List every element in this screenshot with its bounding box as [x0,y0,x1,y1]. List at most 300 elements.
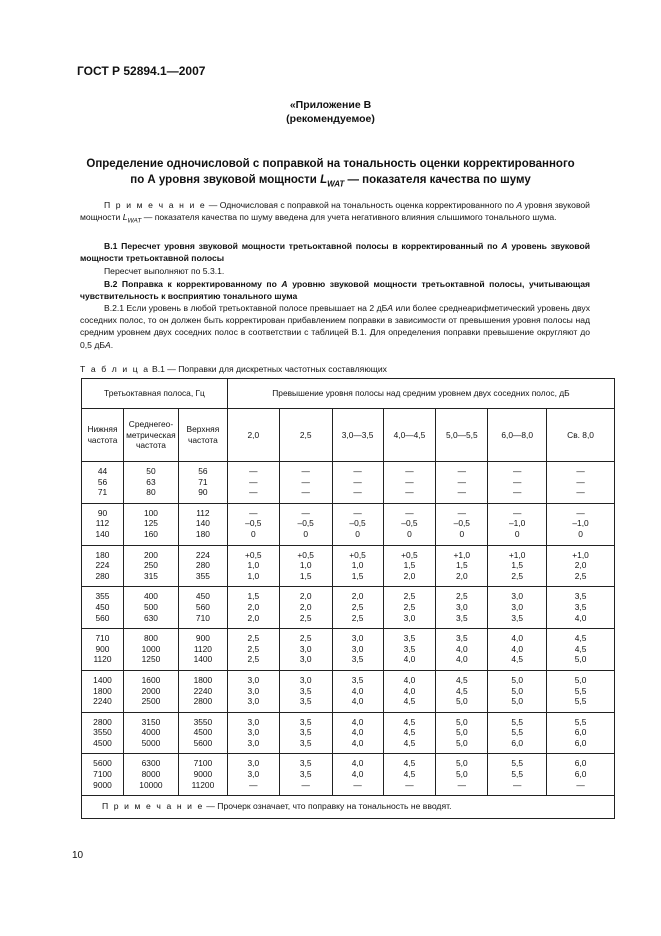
table-cell [436,545,488,587]
table-cell [436,587,488,629]
cell-value: 4,5 [574,633,587,644]
table-cell [178,503,227,545]
cell-value: 2,5 [511,570,523,581]
cell-value: 1120 [193,643,212,654]
table-cell [279,754,332,796]
cell-value: 3,0 [511,591,523,602]
excess-col-header: 6,0—8,0 [488,409,547,462]
cell-value: 6,0 [574,737,587,748]
cell-value: 0 [303,528,309,539]
cell-value: 0 [355,528,360,539]
cell-value: 3,0 [247,685,260,696]
cell-value: 3,0 [247,769,260,780]
cell-value: 4,5 [455,685,468,696]
cell-value: 5,0 [511,696,523,707]
table-row-group [82,629,615,671]
cell-value: 1400 [193,654,213,665]
cell-value: — [576,476,585,487]
cell-value: 3,5 [299,727,312,738]
col-low-header: Нижняя частота [82,409,124,462]
cell-value: 4,0 [351,727,364,738]
table-cell [123,503,178,545]
cell-value: 1400 [93,674,112,685]
cell-value: 5,0 [574,654,587,665]
cell-value: 4,5 [403,727,416,738]
cell-value: 500 [143,601,158,612]
cell-value: 2,0 [455,570,468,581]
cell-value: 5600 [193,737,213,748]
table-cell [547,503,615,545]
table-footnote: П р и м е ч а н и е — Прочерк означает, что поправку на тональность не вводят. [82,796,615,819]
excess-col-header: Св. 8,0 [547,409,615,462]
table-cell [488,503,547,545]
cell-value: 112 [95,518,110,529]
cell-value: — [249,507,258,518]
cell-value: –0,5 [349,518,366,529]
cell-value: +0,5 [245,549,262,560]
cell-value: 280 [95,570,110,581]
cell-value: 3,0 [403,612,416,623]
cell-value: — [512,507,522,518]
cell-value: 9000 [93,779,112,790]
cell-value: — [512,466,522,476]
cell-value: 900 [195,633,210,644]
cell-value: 1,0 [247,570,260,581]
cell-value: 3,0 [247,727,260,738]
cell-value: 71 [198,476,208,487]
cell-value: –0,5 [453,518,470,529]
cell-value: 3,5 [574,601,587,612]
cell-value: 2,5 [299,633,312,644]
cell-value: 4,5 [403,758,416,769]
cell-value: 5,5 [511,727,523,738]
cell-value: — [512,476,522,487]
cell-value: — [457,476,466,487]
cell-value: 1800 [93,685,112,696]
table-cell [123,545,178,587]
cell-value: 630 [143,612,158,623]
cell-value: 2,0 [299,601,312,612]
cell-value: 2,5 [351,601,364,612]
cell-value: 140 [95,528,110,539]
table-cell [82,587,124,629]
table-cell [547,670,615,712]
cell-value: 2,5 [247,633,260,644]
table-cell [123,712,178,754]
table-cell [227,629,279,671]
cell-value: 5,5 [511,769,523,780]
cell-value: 4,0 [351,769,364,780]
cell-value: 3,5 [299,696,312,707]
table-row-group [82,754,615,796]
table-row-group [82,462,615,504]
cell-value: 5,0 [574,674,587,685]
cell-value: 2,0 [299,591,312,602]
table-cell [279,545,332,587]
cell-value: 4,0 [574,612,587,623]
table-cell [332,712,383,754]
cell-value: 1,5 [247,591,260,602]
cell-value: — [512,487,522,498]
cell-value: 3,0 [455,601,468,612]
intro-note: П р и м е ч а н и е — Одночисловая с поправкой на тональность оценка корректированного по А уровня звуковой мощности $L_{WAT}$ — показателя качества по шуму введена для учета негативного влияния слышимого тонального шума. [80,200,590,225]
cell-value: 224 [195,549,210,560]
cell-value: 4,5 [403,716,416,727]
table-cell [178,712,227,754]
table-cell [123,754,178,796]
cell-value: 4000 [141,727,161,738]
table-cell [547,712,615,754]
cell-value: 3,5 [455,633,468,644]
corrections-table [81,378,615,819]
cell-value: 250 [143,560,158,571]
table-cell [227,754,279,796]
cell-value: 6,0 [574,727,587,738]
cell-value: –0,5 [245,518,262,529]
cell-value: 160 [143,528,158,539]
cell-value: — [405,476,414,487]
cell-value: 450 [95,601,110,612]
cell-value: 3,5 [299,758,312,769]
table-cell [332,754,383,796]
table-cell [123,629,178,671]
cell-value: — [576,779,585,790]
cell-value: 1,0 [247,560,260,571]
cell-value: 1,0 [299,560,312,571]
cell-value: 11200 [191,779,215,790]
cell-value: 4,0 [455,654,468,665]
cell-value: 4,0 [403,685,416,696]
excess-col-header: 3,0—3,5 [332,409,383,462]
cell-value: 3,5 [351,654,364,665]
cell-value: 5,0 [455,727,468,738]
cell-value: 4,0 [403,674,416,685]
table-cell [436,670,488,712]
cell-value: 2800 [193,696,213,707]
cell-value: 2,0 [247,612,260,623]
cell-value: 710 [195,612,210,623]
band-group-header: Третьоктавная полоса, Гц [82,379,228,409]
cell-value: — [249,476,258,487]
cell-value: 4,0 [351,737,364,748]
cell-value: 8000 [141,769,161,780]
table-cell [178,462,227,504]
table-cell [82,462,124,504]
cell-value: 6300 [141,758,161,769]
cell-value: 1600 [141,674,161,685]
cell-value: 3,5 [299,716,312,727]
cell-value: 560 [95,612,110,623]
cell-value: 280 [195,560,210,571]
cell-value: — [405,779,414,790]
table-cell [178,629,227,671]
annex-title: «Приложение В [289,99,372,111]
table-cell [332,587,383,629]
cell-value: — [301,779,310,790]
cell-value: 2,5 [247,654,260,665]
table-cell [82,503,124,545]
cell-value: 5,0 [511,685,523,696]
cell-value: 0 [250,528,256,539]
table-cell [82,629,124,671]
table-cell [547,545,615,587]
cell-value: 3,5 [455,612,468,623]
cell-value: 2,0 [247,601,260,612]
table-row-group [82,545,615,587]
table-cell [123,587,178,629]
b1-heading: В.1 Пересчет уровня звуковой мощности третьоктавной полосы в корректированный по А уровень звуковой мощности третьоктавной полосы [80,241,590,264]
cell-value: 3,0 [351,633,364,644]
cell-value: 5,0 [455,696,468,707]
cell-value: 6,0 [574,769,587,780]
table-cell [178,587,227,629]
cell-value: 44 [97,466,108,476]
cell-value: 100 [143,507,158,518]
cell-value: 5000 [141,737,161,748]
table-caption: Т а б л и ц а В.1 — Поправки для дискретных частотных составляющих [80,364,387,374]
table-cell [547,587,615,629]
cell-value: 560 [195,601,210,612]
cell-value: 90 [198,487,208,498]
cell-value: –1,0 [509,518,526,529]
table-cell [82,545,124,587]
cell-value: — [457,487,466,498]
table-cell [227,545,279,587]
table-cell [332,629,383,671]
cell-value: 1,5 [351,570,364,581]
cell-value: 2,5 [403,591,416,602]
table-cell [383,462,436,504]
cell-value: 2,5 [455,591,468,602]
cell-value: 2,0 [574,560,587,571]
excess-col-header: 5,0—5,5 [436,409,488,462]
table-cell [82,670,124,712]
excess-col-header: 4,0—4,5 [383,409,436,462]
cell-value: 7100 [193,758,213,769]
table-cell [383,545,436,587]
cell-value: 3550 [93,727,112,738]
cell-value: 3,0 [247,758,260,769]
cell-value: 9000 [193,769,213,780]
cell-value: — [405,487,414,498]
excess-col-header: 2,5 [279,409,332,462]
cell-value: 2240 [193,685,213,696]
cell-value: 3,5 [351,674,364,685]
table-row-group [82,670,615,712]
cell-value: — [353,476,362,487]
cell-value: — [457,507,466,518]
cell-value: 800 [143,633,158,644]
table-cell [227,503,279,545]
cell-value: 4,0 [351,758,364,769]
cell-value: +0,5 [349,549,366,560]
cell-value: +0,5 [297,549,314,560]
table-row-group [82,503,615,545]
cell-value: 4500 [93,737,112,748]
cell-value: 3,0 [247,696,260,707]
cell-value: 4,5 [511,654,523,665]
cell-value: 80 [146,487,156,498]
table-cell [488,670,547,712]
b2-text: В.2.1 Если уровень в любой третьоктавной полосе превышает на 2 дБА или более среднеарифметический уровень двух соседних полос, то он должен быть корректирован прибавлением поправки в зависимости от превышения уровня полосы над средним уровнем двух соседних полос в соответствии с таблицей В.1. Для определения поправки превышение округляют до 0,5 дБА. [80,303,590,350]
table-cell [436,503,488,545]
cell-value: +1,0 [508,549,526,560]
cell-value: 56 [97,476,108,487]
table-cell [547,629,615,671]
cell-value: 71 [97,487,108,498]
cell-value: 5,5 [511,716,523,727]
cell-value: 1120 [93,654,112,665]
cell-value: 112 [196,507,210,518]
section-title-line1: Определение одночисловой с поправкой на тональность оценки корректированного [86,158,575,170]
table-row-group [82,587,615,629]
table-cell [227,712,279,754]
cell-value: 200 [143,549,158,560]
cell-value: 3,5 [299,769,312,780]
cell-value: 3,5 [574,591,587,602]
table-cell [279,670,332,712]
annex-status: (рекомендуемое) [286,113,375,125]
cell-value: 125 [143,518,158,529]
cell-value: 1,5 [299,570,312,581]
cell-value: 2500 [141,696,161,707]
cell-value: 2,5 [247,643,260,654]
cell-value: 2,0 [351,591,364,602]
cell-value: 1800 [193,674,213,685]
table-cell [383,754,436,796]
cell-value: 4,0 [351,685,364,696]
cell-value: 4,5 [574,643,587,654]
excess-col-header: 2,0 [227,409,279,462]
cell-value: 4,0 [455,643,468,654]
cell-value: 3,0 [247,737,260,748]
table-cell [279,503,332,545]
cell-value: 4,5 [455,674,468,685]
table-cell [547,754,615,796]
table-cell [178,545,227,587]
cell-value: 4,5 [403,737,416,748]
cell-value: 315 [143,570,158,581]
table-cell [488,754,547,796]
cell-value: 3,0 [247,674,260,685]
cell-value: 3,5 [403,643,416,654]
cell-value: — [249,487,258,498]
table-cell [488,462,547,504]
table-cell [436,754,488,796]
cell-value: 355 [95,591,110,602]
cell-value: — [405,507,414,518]
cell-value: — [353,466,362,476]
cell-value: 2240 [93,696,112,707]
cell-value: 180 [195,528,210,539]
table-cell [383,629,436,671]
cell-value: 1,5 [455,560,468,571]
section-title-line2: по А уровня звуковой мощности $L_{WAT}$ — показателя качества по шуму [130,174,531,189]
cell-value: 3,0 [511,601,523,612]
table-cell [436,712,488,754]
cell-value: 400 [143,591,158,602]
cell-value: 0 [407,528,412,539]
excess-group-header: Превышение уровня полосы над средним уровнем двух соседних полос, дБ [227,379,614,409]
cell-value: 4,0 [351,696,364,707]
cell-value: –1,0 [572,518,589,529]
cell-value: 5,5 [574,685,587,696]
section-title [0,156,661,192]
table-cell [279,462,332,504]
cell-value: 56 [198,466,208,476]
cell-value: — [301,466,310,476]
table-cell [436,629,488,671]
cell-value: 63 [146,476,156,487]
cell-value: 0 [459,528,465,539]
cell-value: 2,5 [351,612,364,623]
table-cell [488,712,547,754]
cell-value: 2,5 [299,612,312,623]
cell-value: 710 [95,633,110,644]
cell-value: –0,5 [297,518,314,529]
table-row-group [82,712,615,754]
cell-value: 3,5 [299,737,312,748]
cell-value: 6,0 [511,737,523,748]
table-cell [436,462,488,504]
cell-value: — [405,466,414,476]
cell-value: 180 [95,549,110,560]
cell-value: 3,5 [403,633,416,644]
col-mid-header: Среднегео-метрическая частота [123,409,178,462]
cell-value: +1,0 [453,549,471,560]
table-cell [547,462,615,504]
cell-value: — [249,466,258,476]
b2-heading: В.2 Поправка к корректированному по А уровню звуковой мощности третьоктавной полосы, учитывающая чувствительность к восприятию тонального шума [80,279,590,302]
cell-value: 4500 [193,727,213,738]
table-cell [279,712,332,754]
cell-value: 4,0 [511,643,523,654]
cell-value: 2,0 [403,570,416,581]
cell-value: — [457,466,466,476]
cell-value: 450 [195,591,210,602]
cell-value: 5600 [93,758,112,769]
col-high-header: Верхняя частота [178,409,227,462]
cell-value: 140 [195,518,210,529]
cell-value: — [353,507,362,518]
cell-value: +1,0 [572,549,589,560]
cell-value: 5,0 [455,758,468,769]
cell-value: 2000 [141,685,161,696]
cell-value: 6,0 [574,758,587,769]
cell-value: –0,5 [401,518,418,529]
table-cell [123,462,178,504]
table-cell [123,670,178,712]
cell-value: — [512,779,522,790]
cell-value: 0 [578,528,583,539]
cell-value: 3,0 [299,654,312,665]
cell-value: 224 [95,560,110,571]
document-header: ГОСТ Р 52894.1—2007 [77,64,206,78]
cell-value: 355 [195,570,210,581]
cell-value: 3,5 [511,612,523,623]
cell-value: 2,5 [574,570,587,581]
cell-value: 3550 [193,716,213,727]
table-cell [383,712,436,754]
cell-value: 5,5 [511,758,523,769]
cell-value: 90 [97,507,108,518]
cell-value: — [576,507,585,518]
cell-value: 3,0 [351,643,364,654]
cell-value: 7100 [93,769,112,780]
table-cell [279,629,332,671]
cell-value: — [353,779,362,790]
cell-value: 2800 [93,716,112,727]
